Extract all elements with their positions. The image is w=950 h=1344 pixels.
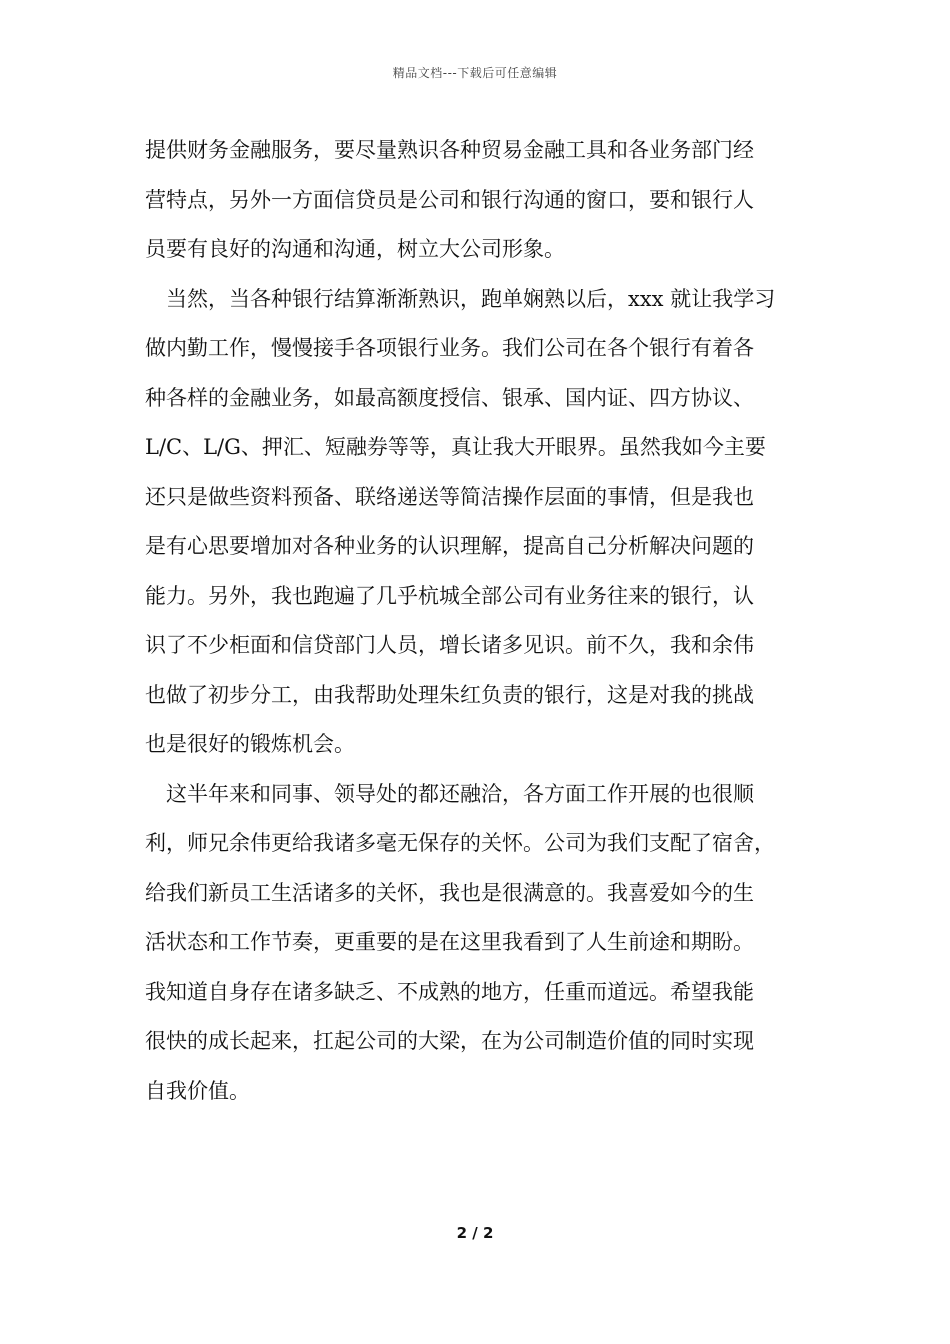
text-line: 很快的成长起来，扛起公司的大梁，在为公司制造价值的同时实现 bbox=[145, 1029, 754, 1053]
text-line: 给我们新员工生活诸多的关怀，我也是很满意的。我喜爱如今的生 bbox=[145, 880, 754, 905]
text-line: 做内勤工作，慢慢接手各项银行业务。我们公司在各个银行有着各 bbox=[145, 336, 754, 360]
text-line: L/C、L/G、押汇、短融券等等，真让我大开眼界。虽然我如今主要 bbox=[145, 435, 766, 459]
page-header: 精品文档---下载后可任意编辑 bbox=[392, 66, 558, 80]
text-line: 利，师兄余伟更给我诸多毫无保存的关怀。公司为我们支配了宿舍， bbox=[145, 831, 775, 855]
document-body bbox=[145, 126, 813, 1116]
text-line: 也做了初步分工，由我帮助处理朱红负责的银行，这是对我的挑战 bbox=[145, 682, 754, 707]
text-line: 识了不少柜面和信贷部门人员，增长诸多见识。前不久，我和余伟 bbox=[145, 633, 754, 657]
text-line: 活状态和工作节奏，更重要的是在这里我看到了人生前途和期盼。 bbox=[145, 930, 754, 954]
text-line: 也是很好的锻炼机会。 bbox=[145, 732, 355, 756]
text-line: 种各样的金融业务，如最高额度授信、银承、国内证、四方协议、 bbox=[145, 385, 754, 410]
text-line: 还只是做些资料预备、联络递送等简洁操作层面的事情，但是我也 bbox=[145, 484, 754, 509]
text-line: 自我价值。 bbox=[145, 1078, 250, 1103]
text-line: 我知道自身存在诸多缺乏、不成熟的地方，任重而道远。希望我能 bbox=[145, 979, 754, 1004]
text-line: 当然，当各种银行结算渐渐熟识，跑单娴熟以后，xxx 就让我学习 bbox=[166, 286, 776, 311]
text-line: 能力。另外，我也跑遍了几乎杭城全部公司有业务往来的银行，认 bbox=[145, 583, 754, 608]
text-line: 员要有良好的沟通和沟通，树立大公司形象。 bbox=[145, 237, 565, 261]
page-number: 2 / 2 bbox=[456, 1224, 494, 1242]
text-line: 提供财务金融服务，要尽量熟识各种贸易金融工具和各业务部门经 bbox=[145, 138, 754, 162]
text-line: 营特点，另外一方面信贷员是公司和银行沟通的窗口，要和银行人 bbox=[145, 187, 754, 212]
text-line: 是有心思要增加对各种业务的认识理解，提高自己分析解决问题的 bbox=[145, 534, 754, 558]
text-line: 这半年来和同事、领导处的都还融洽，各方面工作开展的也很顺 bbox=[166, 781, 754, 806]
